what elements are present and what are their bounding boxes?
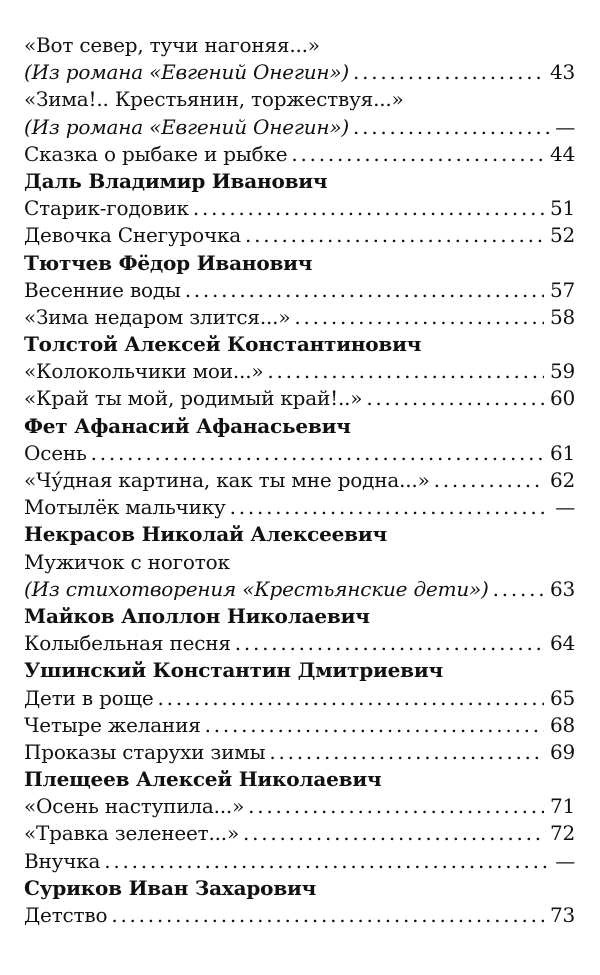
entry-title: Колыбельная песня — [24, 631, 231, 656]
page-number: 59 — [549, 359, 575, 384]
toc-author-heading — [24, 657, 575, 684]
page-number: 57 — [549, 277, 575, 302]
toc-entry-source — [24, 114, 575, 141]
dot-leader — [205, 712, 544, 739]
toc-entry — [24, 793, 575, 820]
author-name: Тютчев Фёдор Иванович — [24, 250, 313, 275]
page-number: — — [555, 848, 575, 873]
entry-title: Четыре желания — [24, 712, 201, 737]
entry-title: «Травка зеленеет...» — [24, 821, 240, 846]
dot-leader — [493, 576, 544, 603]
toc-list — [24, 32, 575, 929]
entry-title: Внучка — [24, 848, 101, 873]
entry-title: Проказы старухи зимы — [24, 739, 266, 764]
entry-title: Весенние воды — [24, 277, 181, 302]
page-number: 52 — [549, 223, 575, 248]
dot-leader — [434, 467, 544, 494]
author-name: Суриков Иван Захарович — [24, 875, 317, 900]
toc-entry — [24, 440, 575, 467]
toc-entry — [24, 494, 575, 521]
entry-title: «Зима!.. Крестьянин, торжествуя...» — [24, 87, 404, 112]
dot-leader — [353, 114, 549, 141]
author-name: Фет Афанасий Афанасьевич — [24, 413, 351, 438]
toc-entry — [24, 304, 575, 331]
toc-entry — [24, 712, 575, 739]
toc-entry-source — [24, 59, 575, 86]
page-number: 51 — [549, 196, 575, 221]
entry-title: Осень — [24, 440, 87, 465]
toc-author-heading — [24, 331, 575, 358]
toc-author-heading — [24, 875, 575, 902]
entry-source: (Из стихотворения «Крестьянские дети») — [24, 576, 489, 601]
toc-author-heading — [24, 413, 575, 440]
page-number: 68 — [549, 712, 575, 737]
page-number: 61 — [549, 440, 575, 465]
page-number: 64 — [549, 631, 575, 656]
dot-leader — [353, 59, 544, 86]
toc-entry — [24, 739, 575, 766]
author-name: Плещеев Алексей Николаевич — [24, 767, 382, 792]
toc-author-heading — [24, 168, 575, 195]
entry-title: «Край ты мой, родимый край!..» — [24, 386, 363, 411]
author-name: Толстой Алексей Константинович — [24, 332, 422, 357]
toc-entry — [24, 820, 575, 847]
page-number: 72 — [549, 821, 575, 846]
author-name: Майков Аполлон Николаевич — [24, 603, 370, 628]
page-number: 65 — [549, 685, 575, 710]
entry-title: «Чу́дная картина, как ты мне родна...» — [24, 468, 430, 492]
dot-leader — [185, 277, 544, 304]
page-number: 62 — [549, 468, 575, 492]
toc-author-heading — [24, 766, 575, 793]
page-number: — — [555, 114, 575, 139]
toc-entry — [24, 385, 575, 412]
toc-author-heading — [24, 521, 575, 548]
toc-entry-source — [24, 576, 575, 603]
page-number: 63 — [549, 576, 575, 601]
toc-entry-title — [24, 86, 575, 113]
toc-entry — [24, 848, 575, 875]
page-number: 44 — [549, 141, 575, 166]
entry-source: (Из романа «Евгений Онегин») — [24, 114, 350, 139]
dot-leader — [230, 494, 550, 521]
dot-leader — [267, 358, 544, 385]
page-number: — — [555, 495, 575, 520]
dot-leader — [245, 222, 544, 249]
toc-entry — [24, 902, 575, 929]
page-number: 58 — [549, 304, 575, 329]
toc-entry-title — [24, 32, 575, 59]
entry-title: Сказка о рыбаке и рыбке — [24, 141, 288, 166]
toc-entry — [24, 630, 575, 657]
page-number: 73 — [549, 903, 575, 927]
toc-author-heading — [24, 250, 575, 277]
dot-leader — [104, 848, 549, 875]
entry-title: Мотылёк мальчику — [24, 495, 226, 520]
author-name: Некрасов Николай Алексеевич — [24, 522, 387, 547]
entry-source: (Из романа «Евгений Онегин») — [24, 60, 350, 85]
toc-entry — [24, 277, 575, 304]
entry-title: Мужичок с ноготок — [24, 549, 230, 574]
toc-author-heading — [24, 603, 575, 630]
toc-entry — [24, 141, 575, 168]
entry-title: Старик-годовик — [24, 196, 189, 221]
dot-leader — [248, 793, 544, 820]
toc-entry — [24, 222, 575, 249]
toc-entry-title — [24, 549, 575, 576]
dot-leader — [291, 141, 544, 168]
entry-title: Детство — [24, 903, 108, 927]
author-name: Даль Владимир Иванович — [24, 168, 328, 193]
dot-leader — [243, 820, 544, 847]
entry-title: «Зима недаром злится...» — [24, 304, 291, 329]
entry-title: «Колокольчики мои...» — [24, 359, 264, 384]
dot-leader — [193, 195, 544, 222]
dot-leader — [366, 385, 544, 412]
author-name: Ушинский Константин Дмитриевич — [24, 658, 443, 683]
page-number: 43 — [549, 60, 575, 85]
entry-title: «Вот север, тучи нагоняя...» — [24, 33, 320, 57]
entry-title: Дети в роще — [24, 685, 154, 710]
dot-leader — [235, 630, 544, 657]
dot-leader — [111, 902, 544, 929]
toc-entry — [24, 358, 575, 385]
page-number: 60 — [549, 386, 575, 411]
page-number: 71 — [549, 794, 575, 819]
dot-leader — [269, 739, 544, 766]
dot-leader — [294, 304, 544, 331]
dot-leader — [91, 440, 544, 467]
page-number: 69 — [549, 739, 575, 764]
toc-entry — [24, 195, 575, 222]
entry-title: Девочка Снегурочка — [24, 223, 242, 248]
toc-entry — [24, 685, 575, 712]
dot-leader — [158, 685, 544, 712]
toc-entry — [24, 467, 575, 494]
entry-title: «Осень наступила...» — [24, 794, 245, 819]
